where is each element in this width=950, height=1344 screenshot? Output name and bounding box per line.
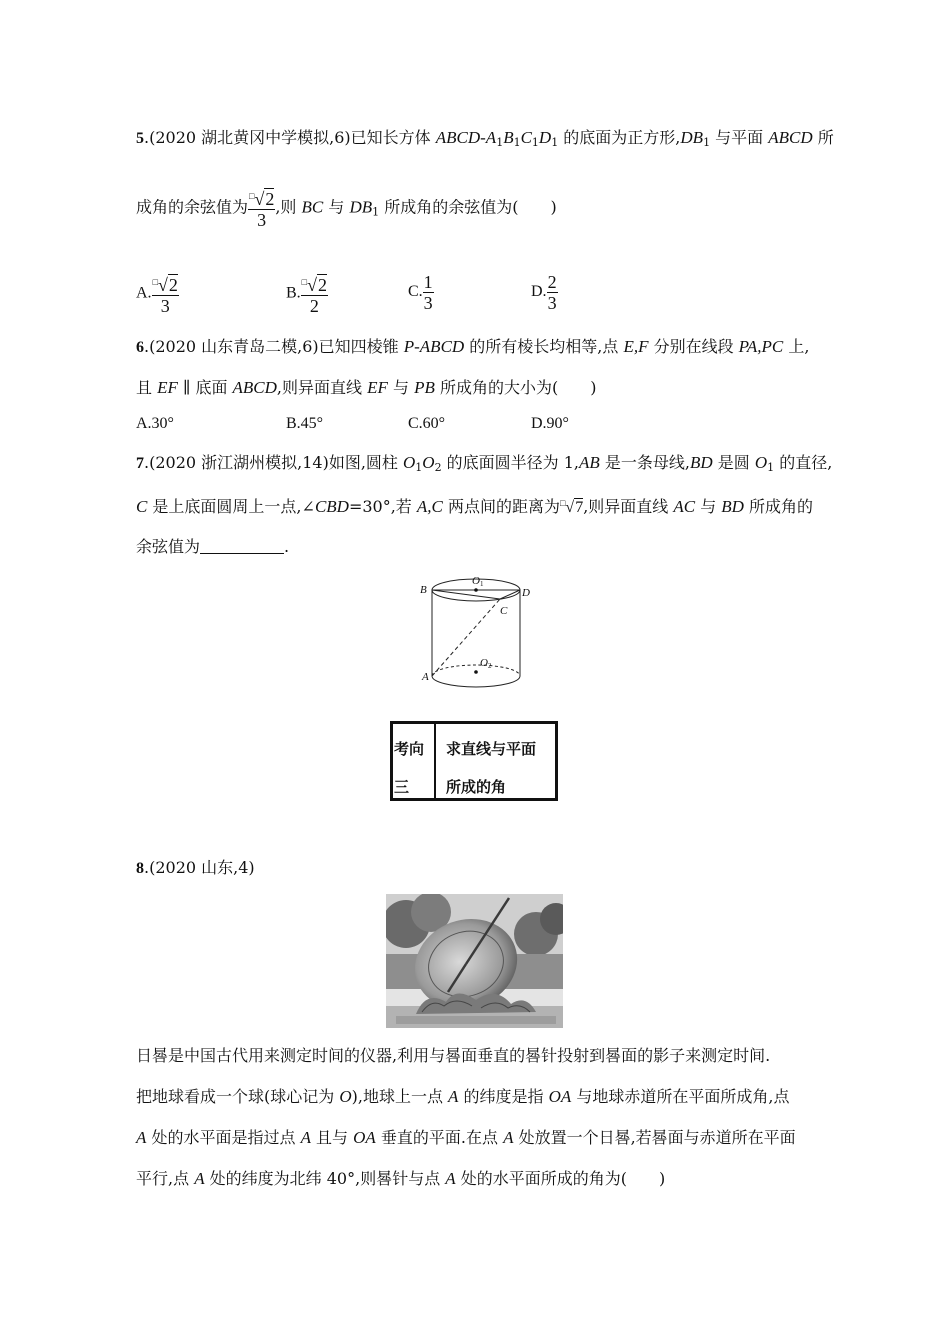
denominator: 3	[547, 293, 557, 313]
q6-points: E,F	[623, 337, 649, 356]
q8-o: O	[339, 1087, 352, 1106]
q8-number: 8	[136, 860, 144, 877]
q7-number: 7	[136, 455, 144, 472]
q8-a: A	[448, 1087, 459, 1106]
q7-o: O	[403, 453, 416, 472]
radicand: 2	[168, 275, 178, 295]
q8-line-0	[136, 857, 255, 880]
q7-text: =30°,若	[348, 497, 417, 516]
sub: 1	[531, 136, 539, 149]
q8-text: 处的水平面所成的角为( )	[455, 1169, 666, 1188]
section-title	[436, 724, 555, 798]
sundial-photo	[386, 894, 563, 1028]
q6-ef: EF	[367, 378, 388, 397]
denominator: 3	[160, 296, 170, 316]
q5-text: 与平面	[710, 128, 769, 147]
sub: 1	[513, 136, 521, 149]
q7-points: A,C	[416, 497, 443, 516]
q7-text: 与	[695, 497, 722, 516]
section-title-line: 所成的角	[446, 778, 507, 796]
label-o2: O	[480, 657, 488, 669]
radical-index: □	[249, 191, 255, 201]
q5-db: DB	[349, 197, 373, 217]
denominator: 3	[257, 210, 267, 230]
q8-line-2	[136, 1086, 789, 1108]
q5-text: 的底面为正方形,	[558, 128, 681, 147]
label-o1: O	[472, 575, 480, 587]
option-label: C.	[408, 283, 423, 301]
q6-option-a[interactable]: A.30°	[136, 415, 174, 432]
radical-index: □	[559, 498, 566, 508]
q7-c: C	[136, 497, 148, 516]
q8-a: A	[445, 1169, 456, 1188]
q6-pyramid: P-ABCD	[403, 337, 465, 356]
q8-text: 把地球看成一个球(球心记为	[136, 1087, 340, 1106]
q6-option-d[interactable]: D.90°	[531, 415, 569, 432]
bottom-front-arc	[432, 676, 520, 687]
q7-text: 所成角的	[743, 497, 814, 516]
label-c: C	[500, 605, 508, 617]
option-fraction	[301, 272, 328, 316]
numerator: 2	[547, 272, 557, 292]
center-o2	[474, 670, 478, 674]
q6-text: 与	[387, 378, 415, 397]
q5-option-b[interactable]	[286, 272, 328, 316]
q8-line-4	[136, 1168, 665, 1190]
section-label-line: 考向	[394, 740, 425, 758]
q5-vertex: B	[503, 128, 514, 147]
q8-oa: OA	[548, 1087, 572, 1106]
denominator: 3	[423, 293, 433, 313]
q7-source: .(2020 浙江湖州模拟,14)	[144, 453, 329, 472]
numerator: □√2	[152, 272, 179, 296]
q5-fraction	[248, 186, 275, 230]
q8-source: .(2020 山东,4)	[144, 858, 255, 877]
q7-ac: AC	[673, 497, 696, 516]
answer-blank[interactable]	[200, 537, 284, 554]
option-label: D.	[531, 283, 547, 301]
center-o1	[474, 588, 478, 592]
q8-line-1: 日晷是中国古代用来测定时间的仪器,利用与晷面垂直的晷针投射到晷面的影子来测定时间.	[136, 1046, 771, 1065]
q8-line-3	[136, 1127, 796, 1149]
radical-index: □	[152, 277, 158, 287]
q8-text: 处的水平面是指过点	[146, 1128, 301, 1147]
q6-option-c[interactable]: C.60°	[408, 415, 446, 432]
option-fraction	[423, 272, 434, 313]
option-fraction	[152, 272, 179, 316]
q7-line-2	[136, 492, 813, 519]
q8-a: A	[194, 1169, 205, 1188]
q7-text: ,则异面直线	[583, 497, 674, 516]
q8-a: A	[136, 1128, 147, 1147]
q7-text: .	[284, 537, 290, 556]
q8-a: A	[503, 1128, 514, 1147]
radicand: 2	[318, 275, 327, 295]
option-fraction	[547, 272, 558, 313]
q6-line-2	[136, 377, 596, 399]
denominator: 2	[309, 296, 319, 316]
sub: 1	[415, 461, 423, 474]
section-title-line: 求直线与平面	[446, 740, 537, 758]
q7-o: O	[422, 453, 435, 472]
label-d: D	[522, 587, 530, 599]
q5-text: 与	[323, 197, 350, 217]
q5-text: 所成角的余弦值为( )	[379, 197, 557, 217]
q6-text: 且	[136, 378, 158, 397]
q8-text: 处放置一个日晷,若晷面与赤道所在平面	[513, 1128, 796, 1147]
q6-pb: PB	[414, 378, 435, 397]
q6-text: 的所有棱长均相等,点	[464, 337, 624, 356]
q5-db: DB	[680, 128, 704, 147]
q7-o: O	[754, 453, 768, 472]
q6-text: ∥ 底面	[177, 378, 233, 397]
q5-solid: ABCD-A	[435, 128, 497, 147]
q6-source: .(2020 山东青岛二模,6)	[144, 337, 319, 356]
q7-bd: BD	[721, 497, 744, 516]
q5-vertex: D	[538, 128, 552, 147]
q6-ef: EF	[157, 378, 178, 397]
q8-text: 的纬度是指	[458, 1087, 549, 1106]
q7-text: 是一条母线,	[599, 453, 690, 472]
q5-option-a[interactable]	[136, 272, 179, 316]
q7-text: 余弦值为	[136, 537, 201, 556]
q6-number: 6	[136, 339, 144, 356]
q5-option-d[interactable]	[531, 272, 558, 313]
q5-number: 5	[136, 130, 144, 147]
label-b: B	[420, 584, 427, 596]
sub: 2	[434, 461, 442, 474]
q5-text: 已知长方体	[350, 128, 436, 147]
q5-text: 所	[812, 128, 834, 147]
radicand: 7	[575, 499, 584, 516]
sub: 1	[551, 136, 559, 149]
q5-option-c[interactable]	[408, 272, 434, 313]
q6-text: ,则异面直线	[276, 378, 368, 397]
q5-source: .(2020 湖北黄冈中学模拟,6)	[144, 128, 351, 147]
q7-ab: AB	[579, 453, 600, 472]
q7-text: 如图,圆柱	[328, 453, 404, 472]
q7-bd: BD	[690, 453, 713, 472]
q7-cbd: CBD	[314, 497, 349, 516]
sub: 1	[703, 136, 711, 149]
q7-line-1	[136, 452, 832, 475]
section-label-line: 三	[394, 778, 410, 796]
sub: 1	[496, 136, 504, 149]
q6-text: 所成角的大小为( )	[434, 378, 597, 397]
section-box	[390, 721, 558, 801]
q8-text: 平行,点	[136, 1169, 195, 1188]
label-o1-sub: 1	[480, 580, 484, 588]
numerator: □√2	[248, 186, 275, 210]
numerator: □√2	[301, 272, 328, 296]
q7-text: 的底面圆半径为 1,	[441, 453, 580, 472]
q7-text: 是上底面圆周上一点,∠	[147, 497, 315, 516]
option-label: B.	[286, 284, 301, 302]
radicand: 2	[265, 189, 275, 209]
q6-text: 上,	[783, 337, 810, 356]
section-label	[393, 724, 436, 798]
q5-text: 成角的余弦值为	[136, 197, 249, 217]
q6-base: ABCD	[232, 378, 277, 397]
q6-text: 已知四棱锥	[318, 337, 404, 356]
q6-segments: PA,PC	[738, 337, 784, 356]
numerator: 1	[423, 272, 433, 292]
q8-text: 与地球赤道所在平面所成角,点	[571, 1087, 790, 1106]
q6-option-b[interactable]: B.45°	[286, 415, 324, 432]
label-o2-sub: 2	[488, 662, 492, 670]
q5-line-2	[136, 186, 557, 230]
q7-text: 是圆	[712, 453, 755, 472]
option-label: A.	[136, 284, 152, 302]
sub: 1	[372, 205, 380, 219]
q8-oa: OA	[353, 1128, 376, 1147]
q7-text: 的直径,	[774, 453, 833, 472]
q5-line-1	[136, 127, 834, 150]
q5-text: ,则	[275, 197, 302, 217]
q5-vertex: C	[520, 128, 532, 147]
q8-text: 处的纬度为北纬 40°,则晷针与点	[204, 1169, 446, 1188]
radical-index: □	[301, 277, 308, 287]
q7-line-3	[136, 536, 289, 558]
sub: 1	[767, 461, 775, 474]
cylinder-figure	[416, 566, 536, 692]
q8-text: ),地球上一点	[351, 1087, 449, 1106]
q6-line-1	[136, 336, 809, 359]
q8-text: 且与	[310, 1128, 354, 1147]
q5-bc: BC	[301, 197, 324, 217]
q5-plane: ABCD	[768, 128, 813, 147]
q7-sqrt: □√7	[559, 498, 584, 516]
label-a: A	[422, 671, 429, 683]
q7-text: 两点间的距离为	[442, 497, 560, 516]
q6-text: 分别在线段	[648, 337, 739, 356]
q8-a: A	[300, 1128, 311, 1147]
chord-bc	[432, 590, 500, 599]
q8-text: 垂直的平面.在点	[375, 1128, 504, 1147]
